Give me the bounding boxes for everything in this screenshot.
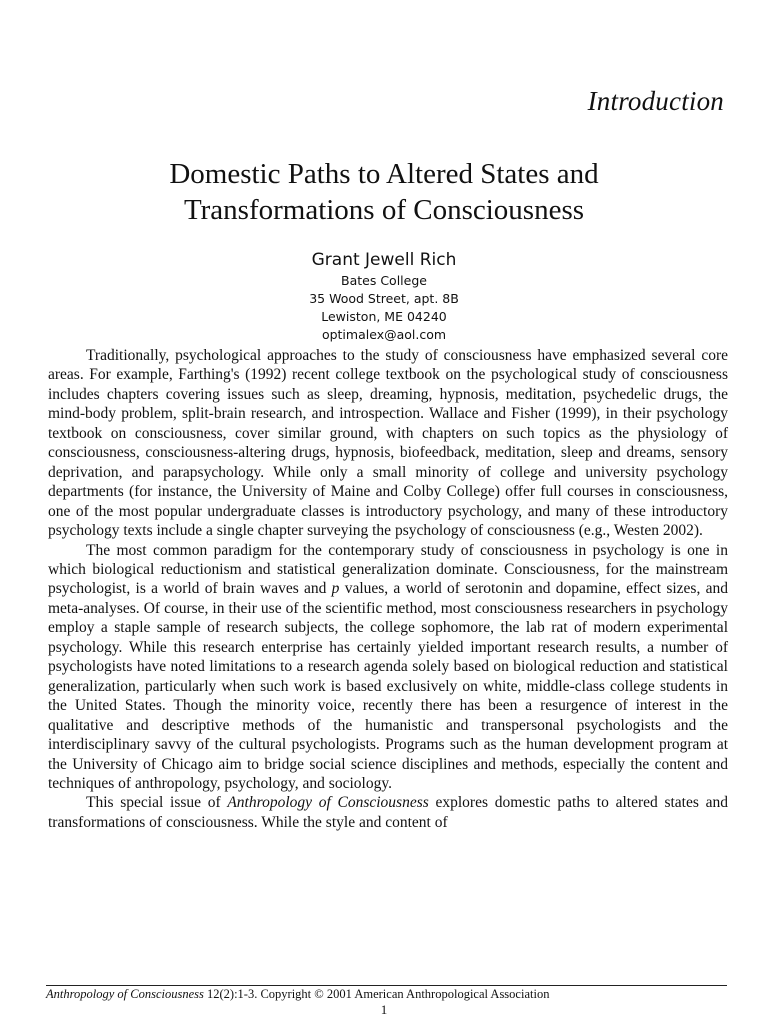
author-block <box>0 248 768 344</box>
paragraph-2 <box>48 541 728 794</box>
section-label: Introduction <box>587 86 724 116</box>
author-affiliation: Bates College <box>341 273 427 288</box>
paragraph-1: Traditionally, psychological approaches to the study of consciousness have emphasized several core areas. For example, Farthing's (1992) recent college textbook on the psychological study of consciousness includes chapters covering issues such as sleep, dreaming, hypnosis, meditation, psychedelic drugs, the mind-body problem, split-brain research, and introspection. Wallace and Fisher (1999), in their psychology textbook on consciousness, cover similar ground, with chapters on such topics as the physiology of consciousness, consciousness-altering drugs, hypnosis, biofeedback, meditation, sleep and dreams, sensory deprivation, and parapsychology. While only a small minority of college and university psychology departments (for instance, the University of Maine and Colby College) offer full courses in consciousness, one of the most popular undergraduate classes is introductory psychology, and many of these introductory psychology texts include a single chapter surveying the psychology of consciousness (e.g., Westen 2002). <box>48 347 728 540</box>
paragraph-2-text-b: values, a world of serotonin and dopamine, effect sizes, and meta-analyses. Of course, in their use of the scientific method, most consciousness researchers in psychology employ a staple sample of research subjects, the college sophomore, the lab rat of modern experimental psychology. While this research enterprise has certainly yielded important research results, a number of psychologists have noted limitations to a research agenda solely based on biological reduction and statistical generalization, particularly when such work is based exclusively on white, middle-class college students in the United States. Though the minority voice, recently there has been a resurgence of interest in the qualitative and descriptive methods of the humanistic and transpersonal psychologists and the interdisciplinary savvy of the cultural psychologists. Programs such as the human development program at the University of Chicago aim to bridge social science disciplines and methods, especially the content and techniques of anthropology, psychology, and sociology. <box>48 580 728 792</box>
title-line-1: Domestic Paths to Altered States and <box>169 158 599 190</box>
footer-journal: Anthropology of Consciousness <box>46 987 204 1001</box>
title-line-2: Transformations of Consciousness <box>183 194 585 226</box>
footer-copyright: 12(2):1-3. Copyright © 2001 American Anthropological Association <box>203 987 550 1001</box>
footer-divider <box>46 985 727 986</box>
page-number: 1 <box>380 1002 388 1017</box>
author-email: optimalex@aol.com <box>321 327 447 342</box>
paragraph-3-text-a: This special issue of <box>86 794 228 812</box>
article-body <box>48 346 728 832</box>
p-value-symbol: p <box>331 580 340 598</box>
author-name: Grant Jewell Rich <box>311 250 457 270</box>
paragraph-3 <box>48 793 728 832</box>
paragraph-3-text-b: explores domestic paths to altered states and transformations of consciousness. While the style and content of <box>48 794 728 831</box>
article-title <box>60 156 708 228</box>
paragraph-2-text-a: The most common paradigm for the contemporary study of consciousness in psychology is one in which biological reductionism and statistical generalization dominate. Consciousness, for the mainstream psychologist, is a world of brain waves and <box>48 541 728 598</box>
journal-name-inline: Anthropology of Consciousness <box>227 794 429 812</box>
footer-citation <box>46 987 727 1002</box>
author-street: 35 Wood Street, apt. 8B <box>309 291 459 306</box>
author-city: Lewiston, ME 04240 <box>321 309 447 324</box>
